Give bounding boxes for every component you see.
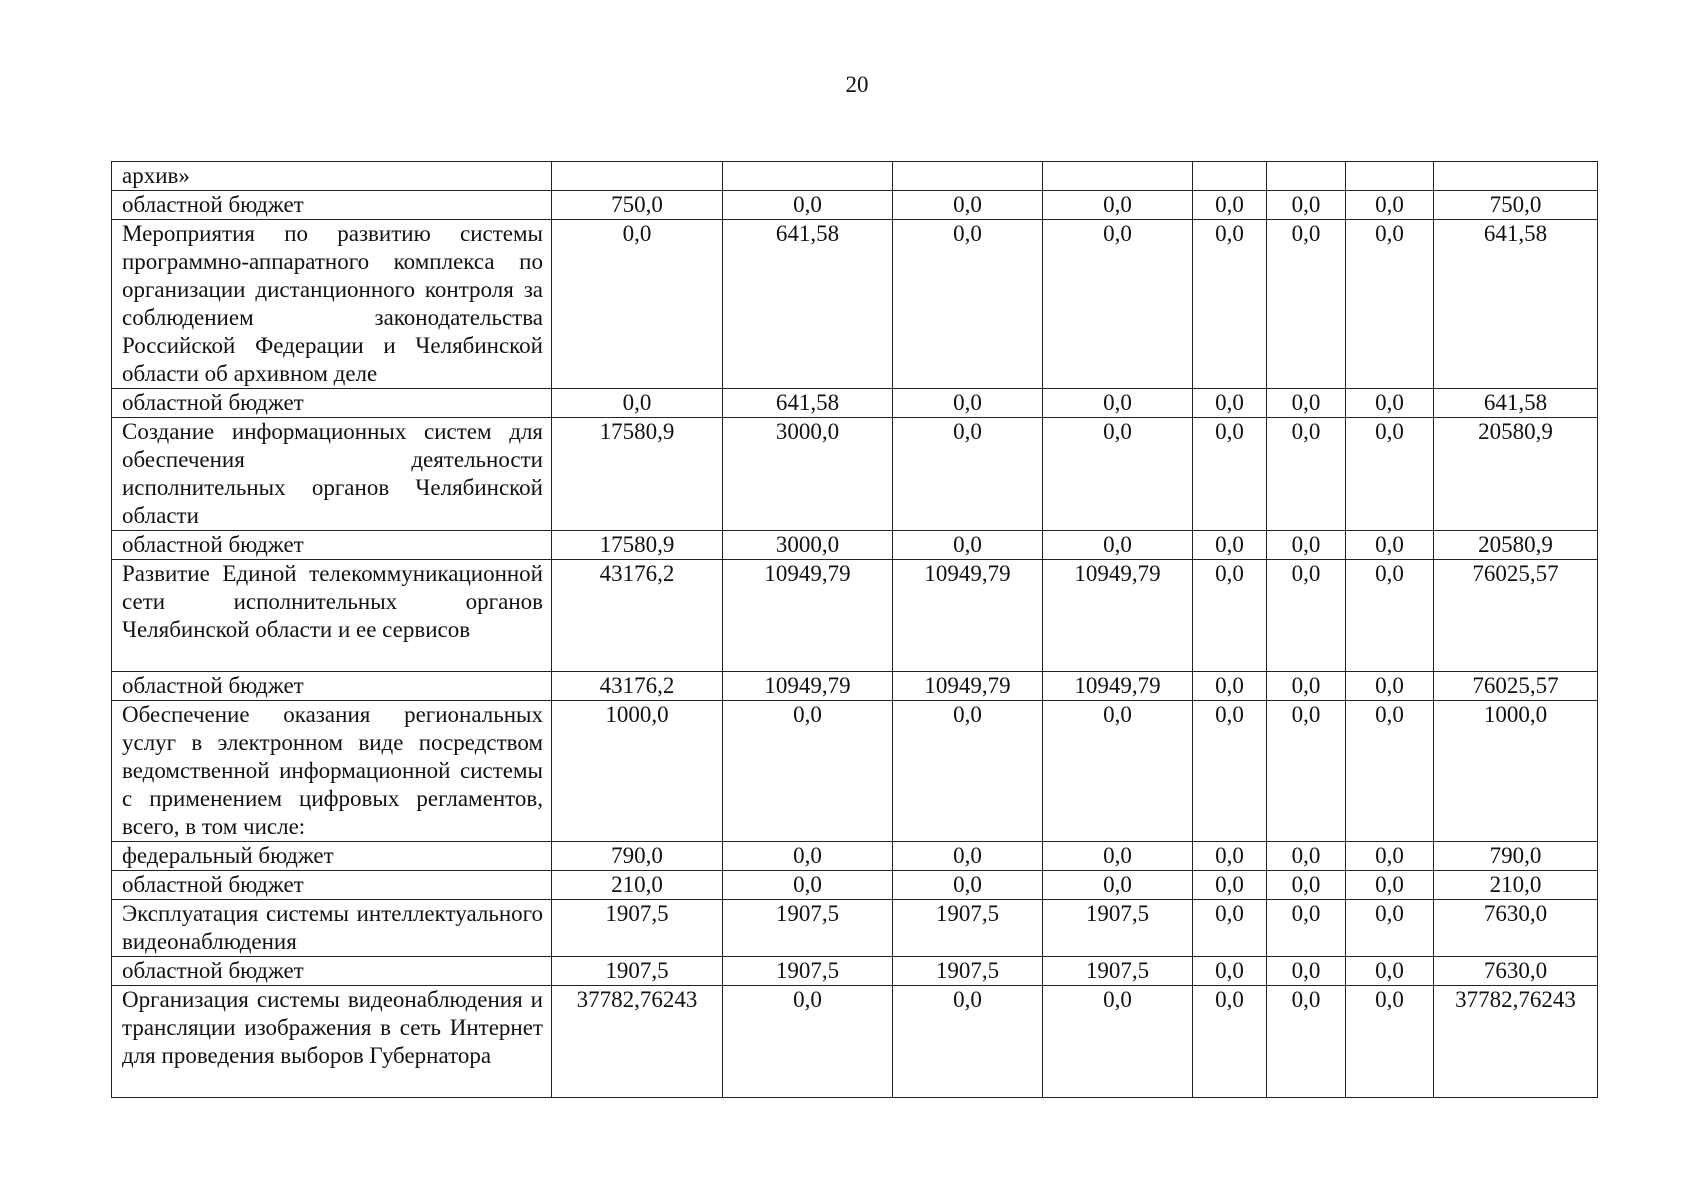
value-cell: 17580,9 bbox=[552, 418, 723, 531]
value-cell: 0,0 bbox=[1267, 389, 1346, 418]
value-cell: 0,0 bbox=[1267, 986, 1346, 1098]
row-label: областной бюджет bbox=[112, 531, 552, 560]
value-cell: 3000,0 bbox=[723, 531, 893, 560]
value-cell bbox=[1193, 162, 1267, 191]
table-row bbox=[112, 871, 1598, 900]
value-cell: 0,0 bbox=[1193, 191, 1267, 220]
table-row bbox=[112, 162, 1598, 191]
value-cell: 10949,79 bbox=[893, 672, 1043, 701]
row-label: Обеспечение оказания региональных услуг в электронном виде посредством ведомственной информационной системы с применением цифровых регламентов, всего, в том числе: bbox=[112, 701, 552, 842]
row-label: областной бюджет bbox=[112, 672, 552, 701]
value-cell: 43176,2 bbox=[552, 672, 723, 701]
value-cell: 0,0 bbox=[1043, 418, 1193, 531]
value-cell: 0,0 bbox=[1267, 957, 1346, 986]
total-cell: 7630,0 bbox=[1434, 900, 1598, 957]
value-cell: 1907,5 bbox=[893, 900, 1043, 957]
table-row bbox=[112, 531, 1598, 560]
value-cell: 10949,79 bbox=[893, 560, 1043, 672]
total-cell bbox=[1434, 162, 1598, 191]
value-cell: 0,0 bbox=[1346, 389, 1434, 418]
value-cell: 1907,5 bbox=[552, 957, 723, 986]
value-cell: 10949,79 bbox=[723, 672, 893, 701]
value-cell: 0,0 bbox=[723, 701, 893, 842]
total-cell: 1000,0 bbox=[1434, 701, 1598, 842]
value-cell: 0,0 bbox=[552, 220, 723, 389]
table-row bbox=[112, 220, 1598, 389]
total-cell: 790,0 bbox=[1434, 842, 1598, 871]
value-cell: 1907,5 bbox=[723, 900, 893, 957]
table-row bbox=[112, 191, 1598, 220]
value-cell: 0,0 bbox=[1346, 871, 1434, 900]
table-row bbox=[112, 560, 1598, 672]
budget-table bbox=[111, 161, 1598, 1098]
value-cell: 0,0 bbox=[893, 986, 1043, 1098]
total-cell: 20580,9 bbox=[1434, 418, 1598, 531]
value-cell: 1907,5 bbox=[1043, 900, 1193, 957]
value-cell: 0,0 bbox=[893, 418, 1043, 531]
value-cell: 790,0 bbox=[552, 842, 723, 871]
value-cell: 10949,79 bbox=[1043, 560, 1193, 672]
value-cell: 1907,5 bbox=[552, 900, 723, 957]
row-label: архив» bbox=[112, 162, 552, 191]
table-row bbox=[112, 842, 1598, 871]
total-cell: 37782,76243 bbox=[1434, 986, 1598, 1098]
value-cell: 43176,2 bbox=[552, 560, 723, 672]
row-label: областной бюджет bbox=[112, 191, 552, 220]
total-cell: 750,0 bbox=[1434, 191, 1598, 220]
value-cell: 0,0 bbox=[1193, 220, 1267, 389]
row-label: федеральный бюджет bbox=[112, 842, 552, 871]
value-cell: 0,0 bbox=[1193, 842, 1267, 871]
value-cell: 0,0 bbox=[1043, 191, 1193, 220]
value-cell: 0,0 bbox=[1193, 701, 1267, 842]
value-cell: 0,0 bbox=[1267, 531, 1346, 560]
total-cell: 76025,57 bbox=[1434, 560, 1598, 672]
value-cell: 0,0 bbox=[1043, 220, 1193, 389]
total-cell: 210,0 bbox=[1434, 871, 1598, 900]
table-row bbox=[112, 701, 1598, 842]
value-cell: 37782,76243 bbox=[552, 986, 723, 1098]
value-cell: 0,0 bbox=[1193, 986, 1267, 1098]
value-cell: 0,0 bbox=[893, 531, 1043, 560]
value-cell: 0,0 bbox=[723, 191, 893, 220]
value-cell: 0,0 bbox=[1267, 672, 1346, 701]
value-cell: 0,0 bbox=[1193, 957, 1267, 986]
value-cell: 0,0 bbox=[1346, 986, 1434, 1098]
value-cell: 0,0 bbox=[893, 191, 1043, 220]
value-cell: 0,0 bbox=[1346, 842, 1434, 871]
row-label: областной бюджет bbox=[112, 871, 552, 900]
value-cell: 0,0 bbox=[1267, 191, 1346, 220]
value-cell: 17580,9 bbox=[552, 531, 723, 560]
value-cell: 0,0 bbox=[552, 389, 723, 418]
value-cell: 0,0 bbox=[1346, 900, 1434, 957]
value-cell: 0,0 bbox=[1043, 701, 1193, 842]
table-row bbox=[112, 418, 1598, 531]
total-cell: 641,58 bbox=[1434, 220, 1598, 389]
table-row bbox=[112, 957, 1598, 986]
value-cell: 10949,79 bbox=[723, 560, 893, 672]
value-cell: 0,0 bbox=[1346, 191, 1434, 220]
value-cell: 0,0 bbox=[1193, 418, 1267, 531]
value-cell: 0,0 bbox=[1193, 531, 1267, 560]
value-cell: 0,0 bbox=[1043, 389, 1193, 418]
value-cell: 0,0 bbox=[1346, 672, 1434, 701]
value-cell: 0,0 bbox=[1043, 871, 1193, 900]
value-cell bbox=[1346, 162, 1434, 191]
value-cell: 0,0 bbox=[1267, 418, 1346, 531]
value-cell: 0,0 bbox=[893, 701, 1043, 842]
row-label: Создание информационных систем для обеспечения деятельности исполнительных органов Челябинской области bbox=[112, 418, 552, 531]
value-cell: 641,58 bbox=[723, 220, 893, 389]
value-cell: 0,0 bbox=[1193, 672, 1267, 701]
value-cell: 0,0 bbox=[723, 871, 893, 900]
row-label: Мероприятия по развитию системы программно-аппаратного комплекса по организации дистанционного контроля за соблюдением законодательства Российской Федерации и Челябинской области об архивном деле bbox=[112, 220, 552, 389]
value-cell: 0,0 bbox=[1346, 418, 1434, 531]
value-cell: 0,0 bbox=[1267, 900, 1346, 957]
value-cell bbox=[1043, 162, 1193, 191]
value-cell: 0,0 bbox=[1267, 701, 1346, 842]
value-cell bbox=[893, 162, 1043, 191]
table-row bbox=[112, 389, 1598, 418]
value-cell: 1907,5 bbox=[893, 957, 1043, 986]
value-cell: 0,0 bbox=[1043, 986, 1193, 1098]
value-cell: 1907,5 bbox=[723, 957, 893, 986]
value-cell: 0,0 bbox=[723, 842, 893, 871]
row-label: Эксплуатация системы интеллектуального видеонаблюдения bbox=[112, 900, 552, 957]
value-cell: 1907,5 bbox=[1043, 957, 1193, 986]
value-cell: 0,0 bbox=[1267, 220, 1346, 389]
value-cell: 0,0 bbox=[1346, 701, 1434, 842]
total-cell: 7630,0 bbox=[1434, 957, 1598, 986]
value-cell: 0,0 bbox=[893, 871, 1043, 900]
value-cell: 0,0 bbox=[1346, 220, 1434, 389]
value-cell: 0,0 bbox=[1193, 900, 1267, 957]
value-cell: 0,0 bbox=[1193, 871, 1267, 900]
row-label: областной бюджет bbox=[112, 957, 552, 986]
value-cell: 1000,0 bbox=[552, 701, 723, 842]
value-cell: 0,0 bbox=[723, 986, 893, 1098]
value-cell: 0,0 bbox=[1267, 871, 1346, 900]
value-cell: 0,0 bbox=[1267, 842, 1346, 871]
value-cell: 0,0 bbox=[1346, 957, 1434, 986]
table-row bbox=[112, 986, 1598, 1098]
value-cell: 0,0 bbox=[1193, 389, 1267, 418]
row-label: Организация системы видеонаблюдения и трансляции изображения в сеть Интернет для проведения выборов Губернатора bbox=[112, 986, 552, 1098]
total-cell: 641,58 bbox=[1434, 389, 1598, 418]
value-cell: 641,58 bbox=[723, 389, 893, 418]
value-cell: 0,0 bbox=[893, 220, 1043, 389]
value-cell: 0,0 bbox=[1346, 560, 1434, 672]
total-cell: 20580,9 bbox=[1434, 531, 1598, 560]
table-row bbox=[112, 672, 1598, 701]
value-cell: 0,0 bbox=[893, 842, 1043, 871]
value-cell bbox=[723, 162, 893, 191]
value-cell: 0,0 bbox=[1043, 842, 1193, 871]
value-cell: 0,0 bbox=[893, 389, 1043, 418]
value-cell: 3000,0 bbox=[723, 418, 893, 531]
value-cell: 210,0 bbox=[552, 871, 723, 900]
total-cell: 76025,57 bbox=[1434, 672, 1598, 701]
value-cell bbox=[1267, 162, 1346, 191]
value-cell: 10949,79 bbox=[1043, 672, 1193, 701]
value-cell: 0,0 bbox=[1193, 560, 1267, 672]
value-cell: 0,0 bbox=[1346, 531, 1434, 560]
table-row bbox=[112, 900, 1598, 957]
value-cell: 0,0 bbox=[1267, 560, 1346, 672]
value-cell: 750,0 bbox=[552, 191, 723, 220]
row-label: Развитие Единой телекоммуникационной сети исполнительных органов Челябинской области и ее сервисов bbox=[112, 560, 552, 672]
row-label: областной бюджет bbox=[112, 389, 552, 418]
page-number: 20 bbox=[845, 72, 869, 97]
value-cell bbox=[552, 162, 723, 191]
value-cell: 0,0 bbox=[1043, 531, 1193, 560]
